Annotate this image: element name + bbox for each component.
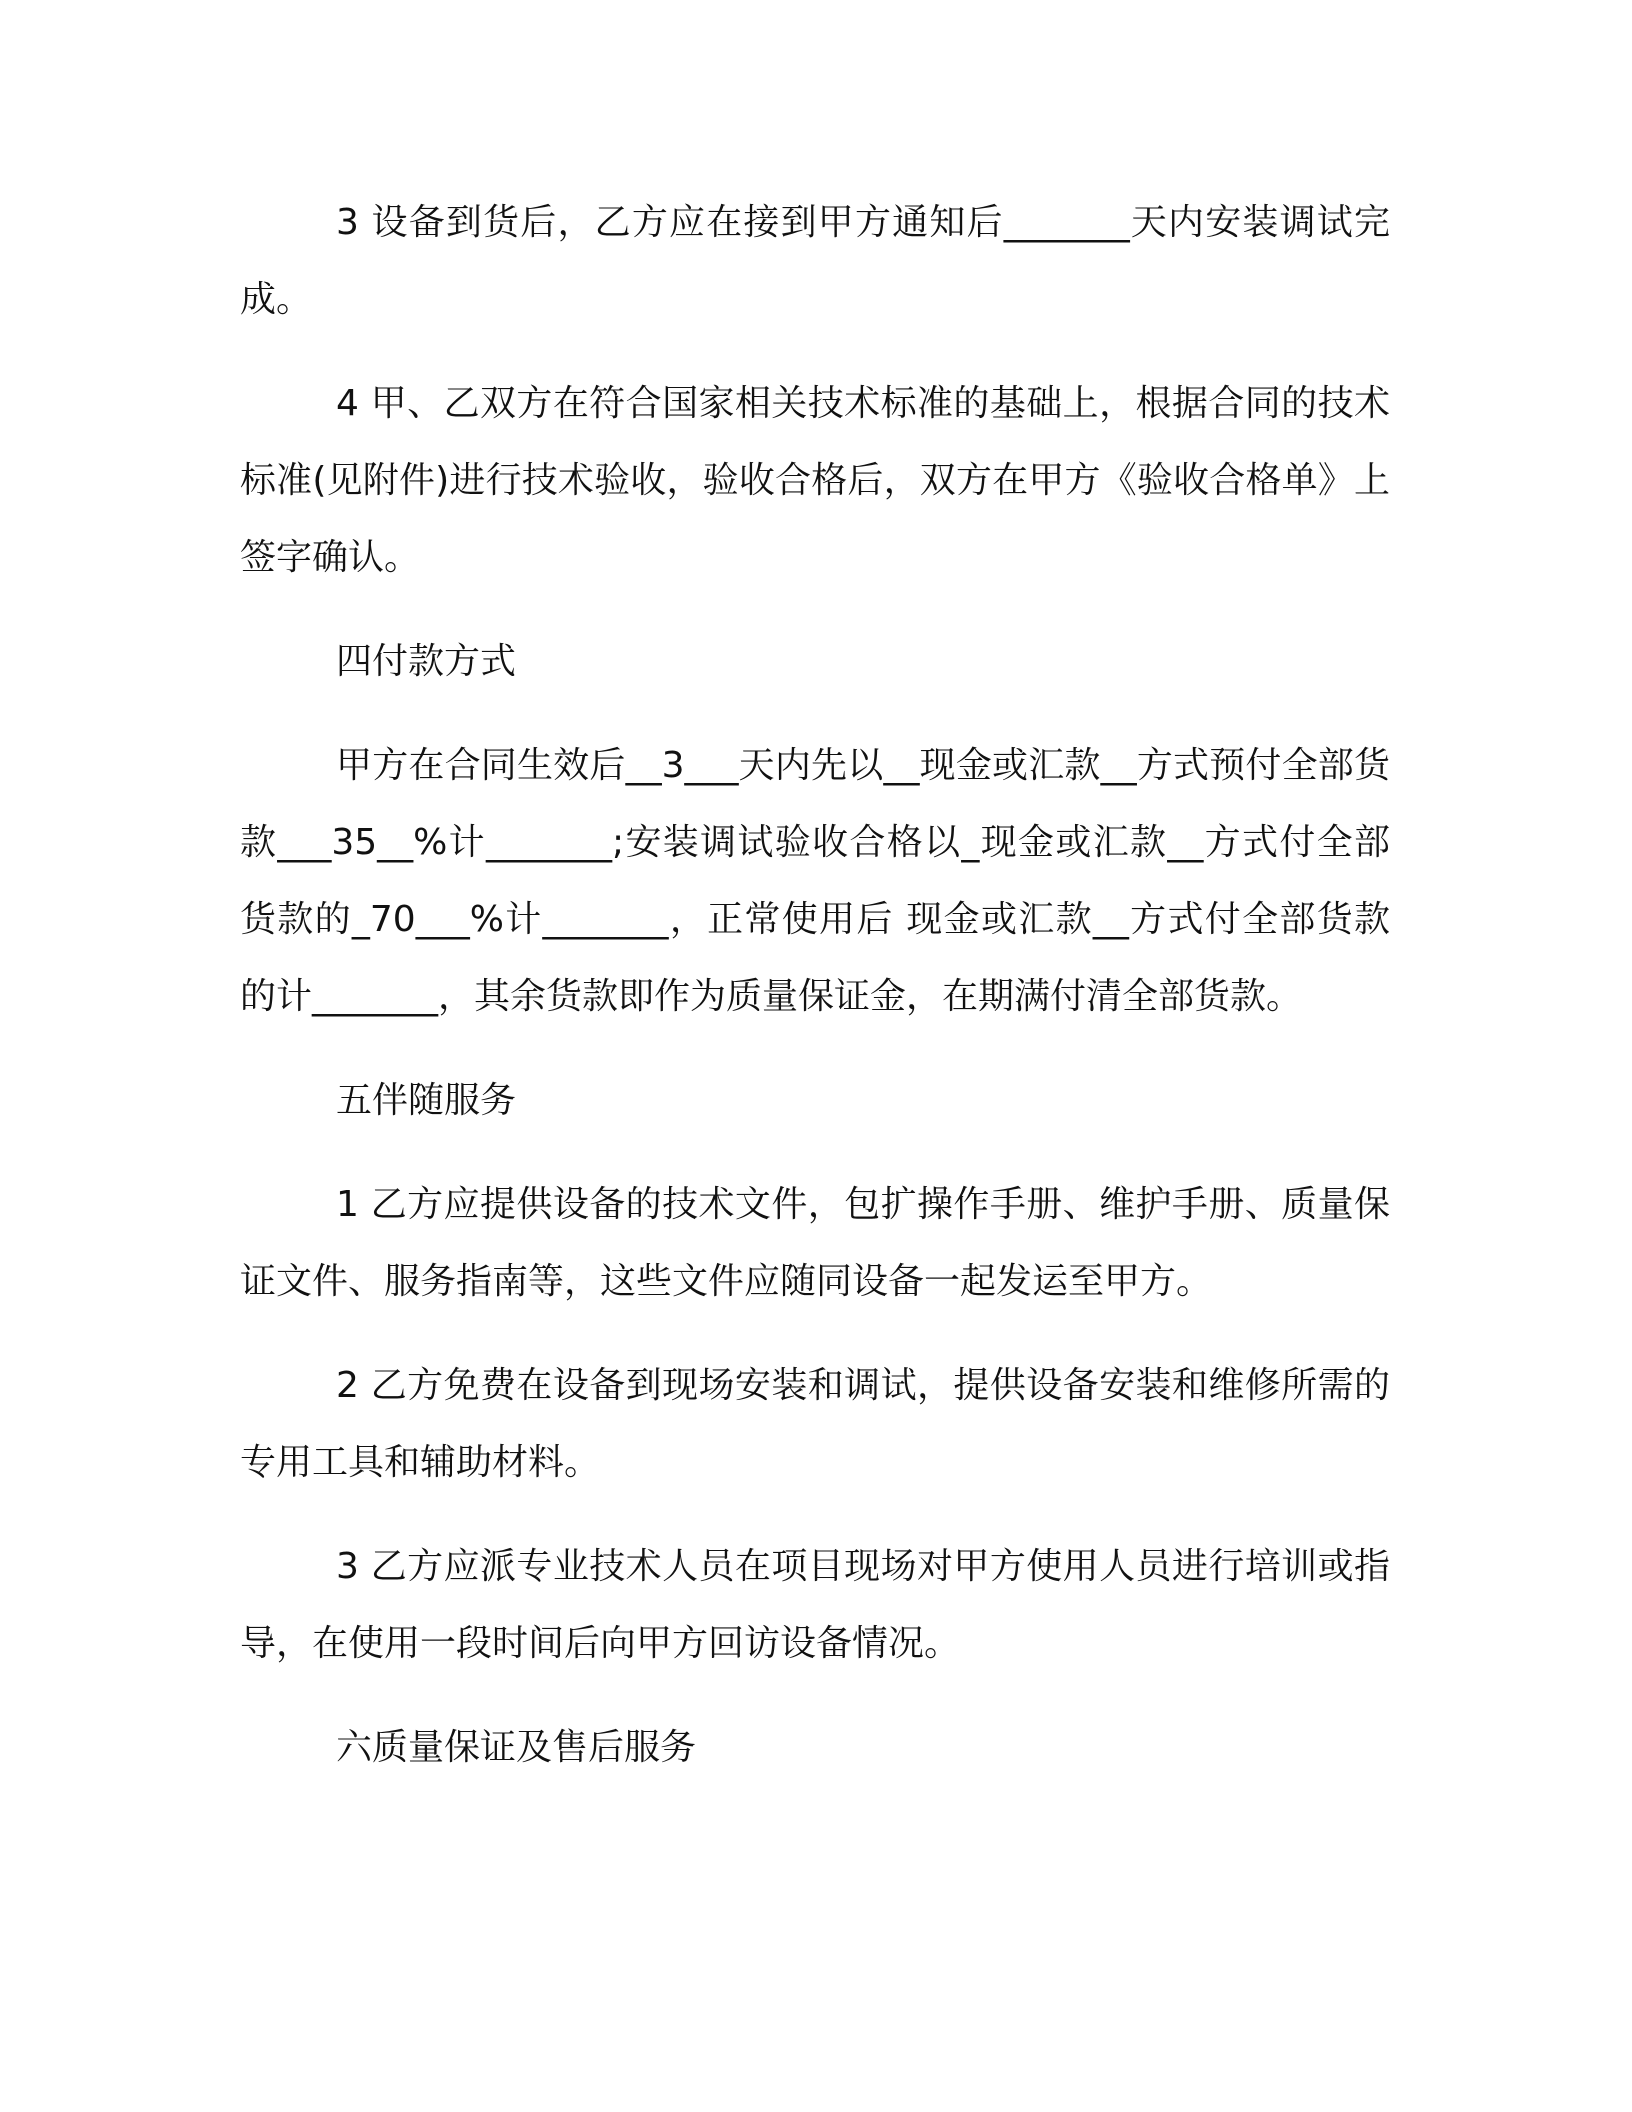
document-body <box>240 184 1390 1813</box>
paragraph-payment-terms: 甲方在合同生效后__3___天内先以__现金或汇款__方式预付全部货款___35__%计_______;安装调试验收合格以_现金或汇款__方式付全部货款的_70___%计_______，正常使用后 现金或汇款__方式付全部货款的计_______，其余货款即作为质量保证金，在期满付清全部货款。 <box>240 745 1390 1017</box>
paragraph-technical-documents: 1 乙方应提供设备的技术文件，包扩操作手册、维护手册、质量保证文件、服务指南等，这些文件应随同设备一起发运至甲方。 <box>240 1184 1390 1302</box>
paragraph-installation-deadline: 3 设备到货后，乙方应在接到甲方通知后_______天内安装调试完成。 <box>240 202 1390 320</box>
section-heading-services: 五伴随服务 <box>336 1080 517 1121</box>
paragraph-training: 3 乙方应派专业技术人员在项目现场对甲方使用人员进行培训或指导，在使用一段时间后向甲方回访设备情况。 <box>240 1546 1390 1664</box>
section-heading-warranty: 六质量保证及售后服务 <box>336 1727 697 1768</box>
paragraph-technical-acceptance: 4 甲、乙双方在符合国家相关技术标准的基础上，根据合同的技术标准(见附件)进行技术验收，验收合格后，双方在甲方《验收合格单》上签字确认。 <box>240 383 1390 578</box>
paragraph-free-installation: 2 乙方免费在设备到现场安装和调试，提供设备安装和维修所需的专用工具和辅助材料。 <box>240 1365 1390 1483</box>
section-heading-payment: 四付款方式 <box>336 641 517 682</box>
